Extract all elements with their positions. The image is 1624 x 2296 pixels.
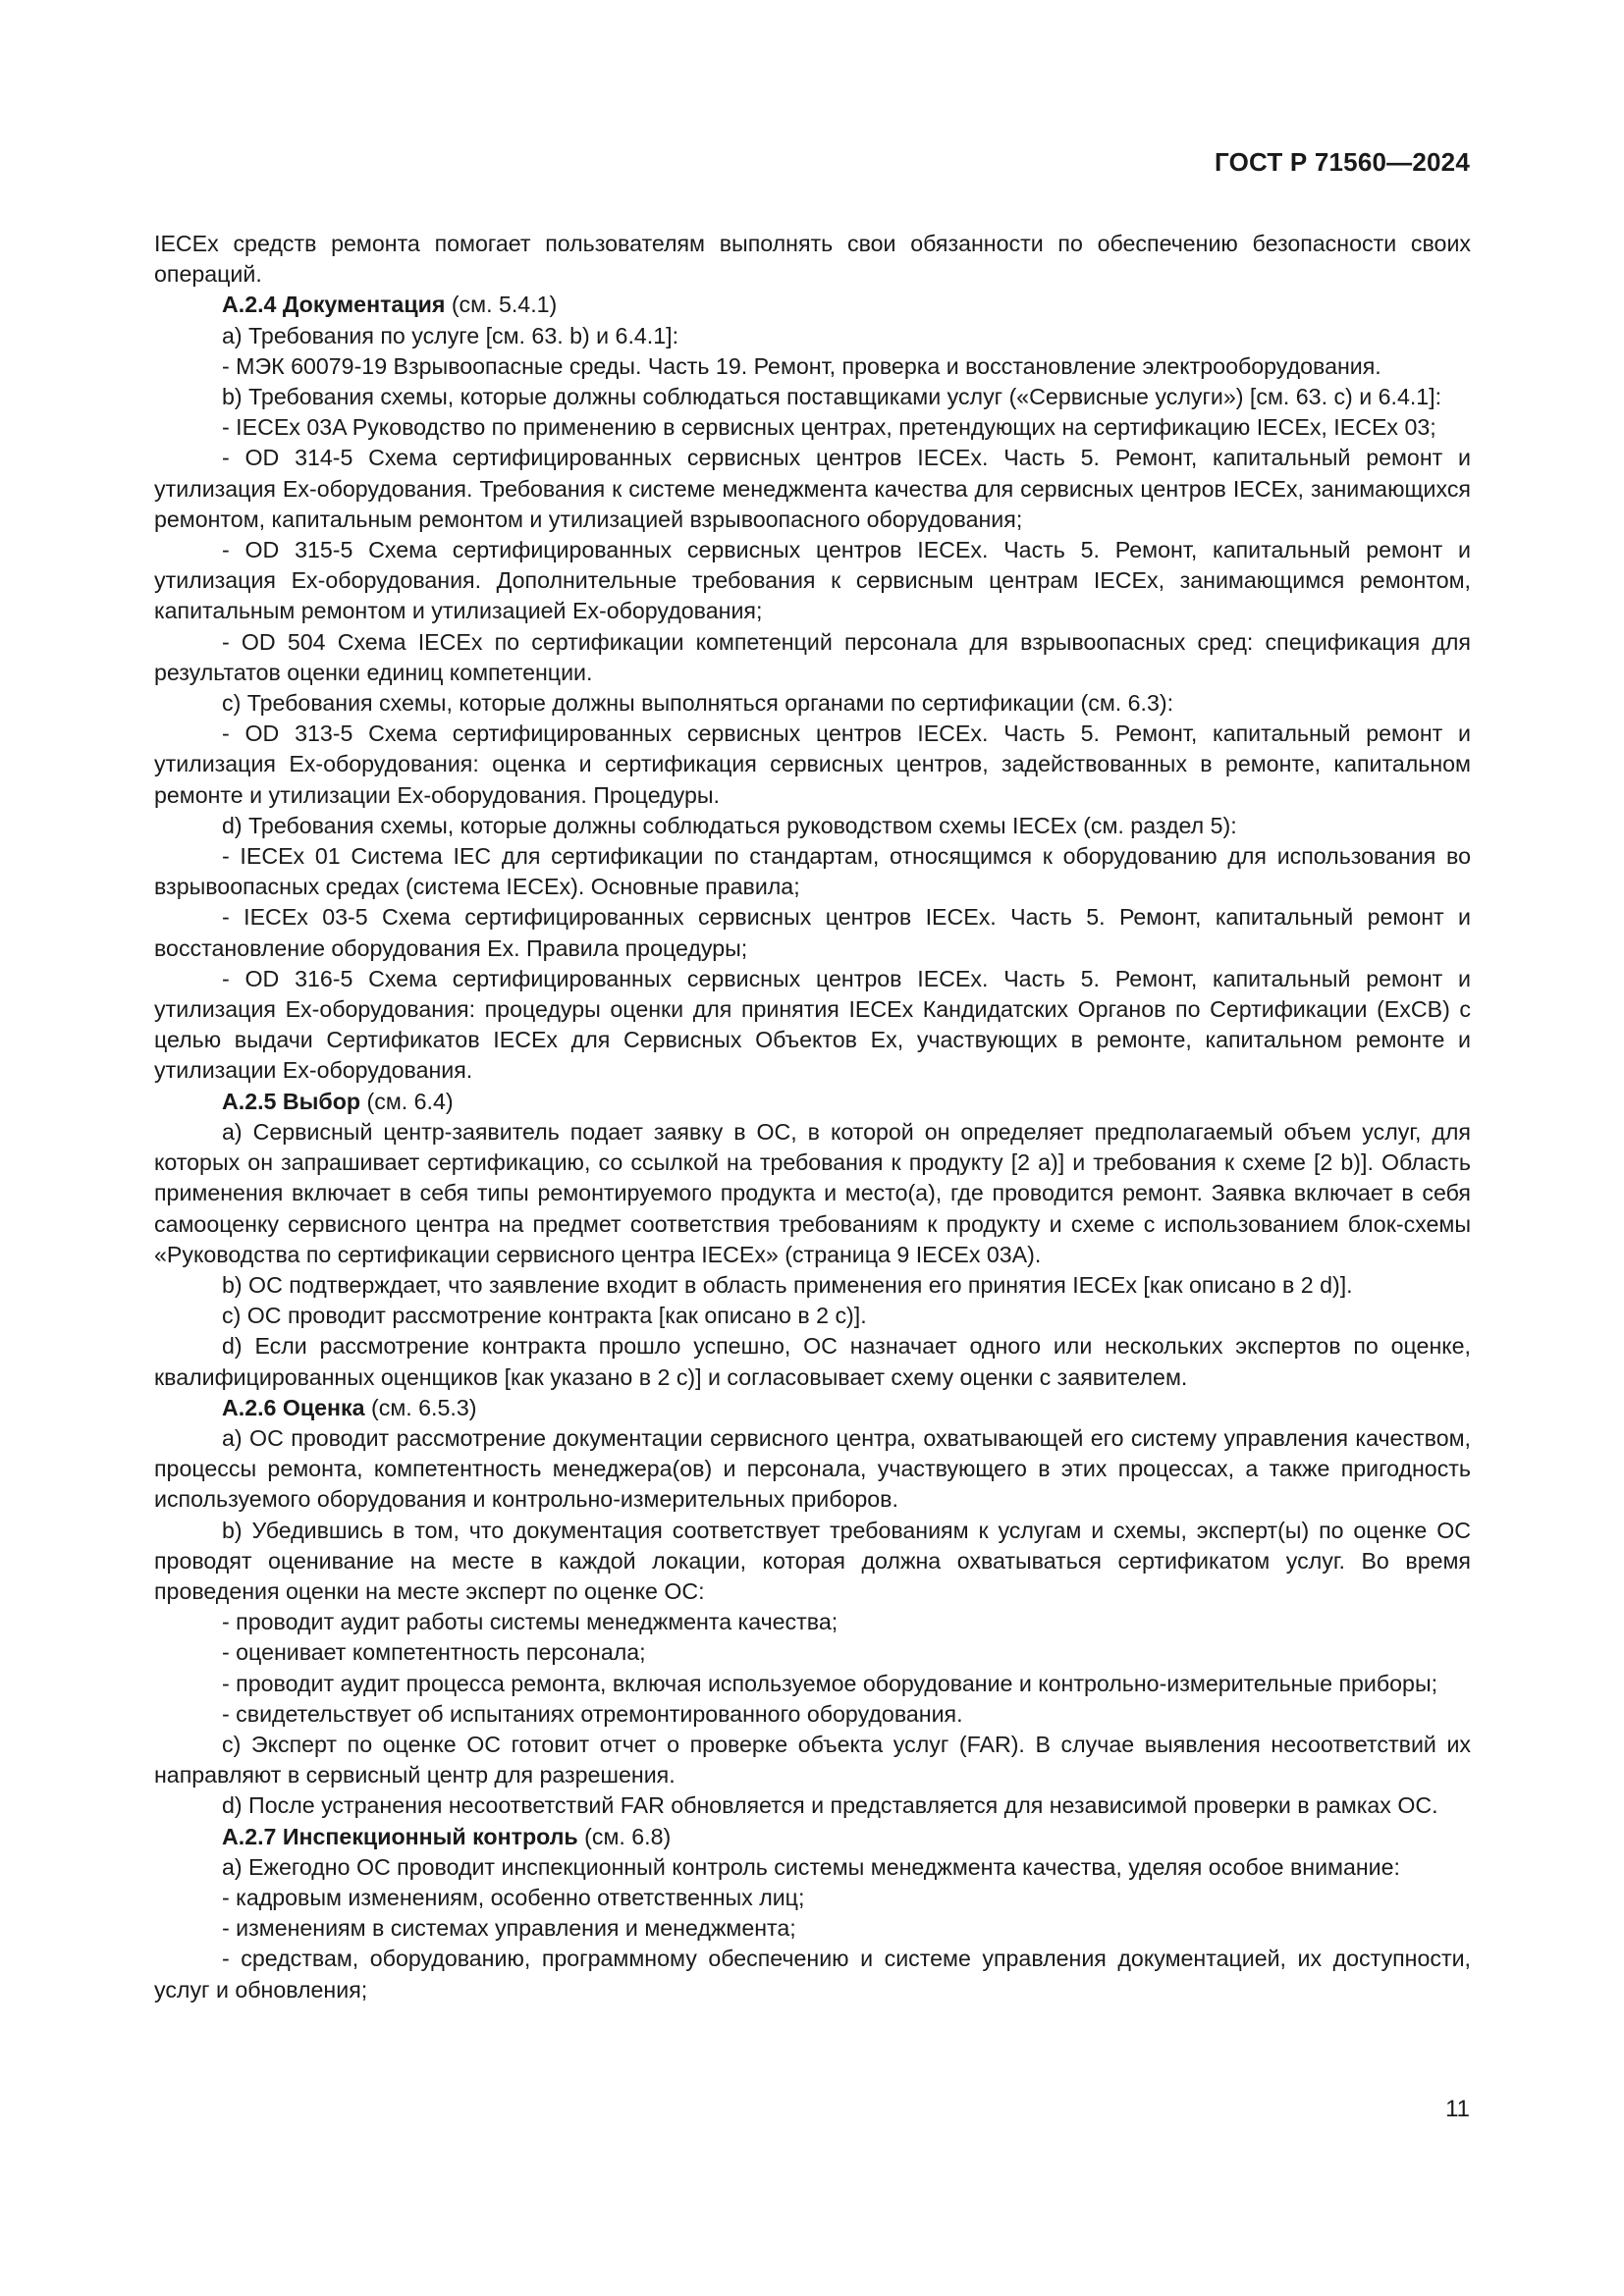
body-paragraph (154, 351, 1471, 382)
body-paragraph (154, 1913, 1471, 1944)
body-paragraph (154, 321, 1471, 351)
body-paragraph (154, 1423, 1471, 1516)
body-paragraph (154, 1883, 1471, 1913)
body-paragraph (154, 719, 1471, 811)
body-paragraph (154, 1607, 1471, 1637)
paragraph-text: d) После устранения несоответствий FAR обновляется и представляется для независимой проверки в рамках ОС. (222, 1792, 1438, 1819)
section-heading: А.2.5 Выбор (222, 1088, 361, 1114)
paragraph-text: - свидетельствует об испытаниях отремонтированного оборудования. (222, 1700, 963, 1727)
paragraph-text: (см. 6.5.3) (364, 1394, 477, 1420)
body-paragraph (154, 1669, 1471, 1699)
body-paragraph (154, 443, 1471, 535)
body-paragraph (154, 1944, 1471, 2004)
body-paragraph (154, 382, 1471, 412)
section-heading: А.2.4 Документация (222, 292, 446, 318)
body-paragraph (154, 811, 1471, 841)
paragraph-text: b) Требования схемы, которые должны соблюдаться поставщиками услуг («Сервисные услуги») [см. 63. c) и 6.4.1]: (222, 384, 1442, 410)
body-paragraph (154, 1117, 1471, 1270)
paragraph-text: a) Требования по услуге [см. 63. b) и 6.4.1]: (222, 322, 679, 348)
body-paragraph (154, 535, 1471, 627)
section-heading: А.2.7 Инспекционный контроль (222, 1823, 578, 1849)
paragraph-text: - изменениям в системах управления и менеджмента; (222, 1915, 796, 1942)
paragraph-text: - IECEx 01 Система IEC для сертификации по стандартам, относящимся к оборудованию для использования во взрывоопасных средах (система IECEx). Основные правила; (154, 843, 1471, 900)
body-paragraph (154, 1270, 1471, 1301)
paragraph-text: a) Ежегодно ОС проводит инспекционный контроль системы менеджмента качества, уделяя особое внимание: (222, 1853, 1400, 1880)
paragraph-text: c) Эксперт по оценке ОС готовит отчет о проверке объекта услуг (FAR). В случае выявления несоответствий их направляют в сервисный центр для разрешения. (154, 1731, 1471, 1789)
body-paragraph (154, 1852, 1471, 1883)
body-paragraph (154, 627, 1471, 688)
body-paragraph (154, 229, 1471, 290)
paragraph-text: - OD 315-5 Схема сертифицированных сервисных центров IECEx. Часть 5. Ремонт, капитальный ремонт и утилизация Ex-оборудования. Дополнительные требования к сервисным центрам IECEx, занимающимся ремонтом, капитальным ремонтом и утилизацией Ex-оборудования; (154, 537, 1471, 624)
body-paragraph (154, 964, 1471, 1087)
body-paragraph (154, 1790, 1471, 1821)
paragraph-text: b) Убедившись в том, что документация соответствует требованиям к услугам и схемы, эксперт(ы) по оценке ОС проводят оценивание на месте в каждой локации, которая должна охватываться сертификатом услуг. Во время проведения оценки на месте эксперт по оценке ОС: (154, 1517, 1471, 1604)
paragraph-text: d) Если рассмотрение контракта прошло успешно, ОС назначает одного или нескольких экспертов по оценке, квалифицированных оценщиков [как указано в 2 c)] и согласовывает схему оценки с заявителем. (154, 1333, 1471, 1390)
body-paragraph (154, 1516, 1471, 1608)
paragraph-text: - OD 313-5 Схема сертифицированных сервисных центров IECEx. Часть 5. Ремонт, капитальный ремонт и утилизация Ex-оборудования: оценка и сертификация сервисных центров, задействованных в ремонте, капитальном ремонте и утилизации Ex-оборудования. Процедуры. (154, 721, 1471, 808)
paragraph-text: - IECEx 03A Руководство по применению в сервисных центрах, претендующих на сертификацию IECEx, IECEx 03; (222, 414, 1436, 441)
paragraph-text: c) ОС проводит рассмотрение контракта [как описано в 2 c)]. (222, 1303, 867, 1329)
paragraph-text: - кадровым изменениям, особенно ответственных лиц; (222, 1884, 805, 1910)
paragraph-text: - OD 314-5 Схема сертифицированных сервисных центров IECEx. Часть 5. Ремонт, капитальный ремонт и утилизация Ex-оборудования. Требования к системе менеджмента качества для сервисных центров IECEx, занимающихся ремонтом, капитальным ремонтом и утилизацией взрывоопасного оборудования; (154, 445, 1471, 532)
document-header: ГОСТ Р 71560—2024 (1215, 147, 1470, 177)
paragraph-text: - IECEx 03-5 Схема сертифицированных сервисных центров IECEx. Часть 5. Ремонт, капитальный ремонт и восстановление оборудования Ex. Правила процедуры; (154, 904, 1471, 961)
paragraph-text: - средствам, оборудованию, программному обеспечению и системе управления документацией, их доступности, услуг и обновления; (154, 1946, 1471, 2002)
paragraph-text: (см. 5.4.1) (445, 292, 558, 318)
paragraph-text: a) ОС проводит рассмотрение документации сервисного центра, охватывающей его систему управления качеством, процессы ремонта, компетентность менеджера(ов) и персонала, участвующего в этих процессах, а также пригодность используемого оборудования и контрольно-измерительных приборов. (154, 1424, 1471, 1513)
body-paragraph (154, 1301, 1471, 1331)
body-paragraph (154, 902, 1471, 963)
body-paragraph (154, 841, 1471, 902)
paragraph-text: a) Сервисный центр-заявитель подает заявку в ОС, в которой он определяет предполагаемый объем услуг, для которых он запрашивает сертификацию, со ссылкой на требования к продукту [2 a)] и требования к схеме [2 b)]. Область применения включает в себя типы ремонтируемого продукта и место(а), где проводится ремонт. Заявка включает в себя самооценку сервисного центра на предмет соответствия требованиям к продукту и схеме с использованием блок-схемы «Руководства по сертификации сервисного центра IECEx» (страница 9 IECEx 03A). (154, 1118, 1471, 1267)
paragraph-text: - оценивает компетентность персонала; (222, 1639, 646, 1666)
paragraph-text: (см. 6.4) (360, 1088, 454, 1114)
body-paragraph (154, 1331, 1471, 1392)
paragraph-text: c) Требования схемы, которые должны выполняться органами по сертификации (см. 6.3): (222, 690, 1174, 717)
paragraph-text: - OD 504 Схема IECEx по сертификации компетенций персонала для взрывоопасных сред: спецификация для результатов оценки единиц компетенции. (154, 628, 1471, 685)
section-heading: А.2.6 Оценка (222, 1394, 365, 1420)
paragraph-text: b) ОС подтверждает, что заявление входит в область применения его принятия IECEx [как описано в 2 d)]. (222, 1271, 1353, 1298)
section-heading-paragraph (154, 1087, 1471, 1117)
paragraph-text: - МЭК 60079-19 Взрывоопасные среды. Часть 19. Ремонт, проверка и восстановление электрооборудования. (222, 352, 1381, 379)
body-paragraph (154, 1637, 1471, 1668)
document-body (154, 229, 1471, 2005)
section-heading-paragraph (154, 1393, 1471, 1423)
body-paragraph (154, 1699, 1471, 1730)
body-paragraph (154, 1730, 1471, 1790)
body-paragraph (154, 688, 1471, 719)
paragraph-text: d) Требования схемы, которые должны соблюдаться руководством схемы IECEx (см. раздел 5): (222, 812, 1237, 838)
page-number: 11 (1445, 2096, 1470, 2122)
section-heading-paragraph (154, 1822, 1471, 1852)
section-heading-paragraph (154, 290, 1471, 320)
paragraph-text: (см. 6.8) (577, 1823, 672, 1849)
paragraph-text: - OD 316-5 Схема сертифицированных сервисных центров IECEx. Часть 5. Ремонт, капитальный ремонт и утилизация Ex-оборудования: процедуры оценки для принятия IECEx Кандидатских Органов по Сертификации (ExCB) с целью выдачи Сертификатов IECEx для Сервисных Объектов Ex, участвующих в ремонте, капитальном ремонте и утилизации Ex-оборудования. (154, 965, 1471, 1084)
paragraph-text: - проводит аудит работы системы менеджмента качества; (222, 1609, 839, 1635)
body-paragraph (154, 412, 1471, 443)
paragraph-text: - проводит аудит процесса ремонта, включая используемое оборудование и контрольно-измерительные приборы; (222, 1670, 1438, 1696)
paragraph-text: IECEx средств ремонта помогает пользователям выполнять свои обязанности по обеспечению безопасности своих операций. (154, 231, 1471, 288)
